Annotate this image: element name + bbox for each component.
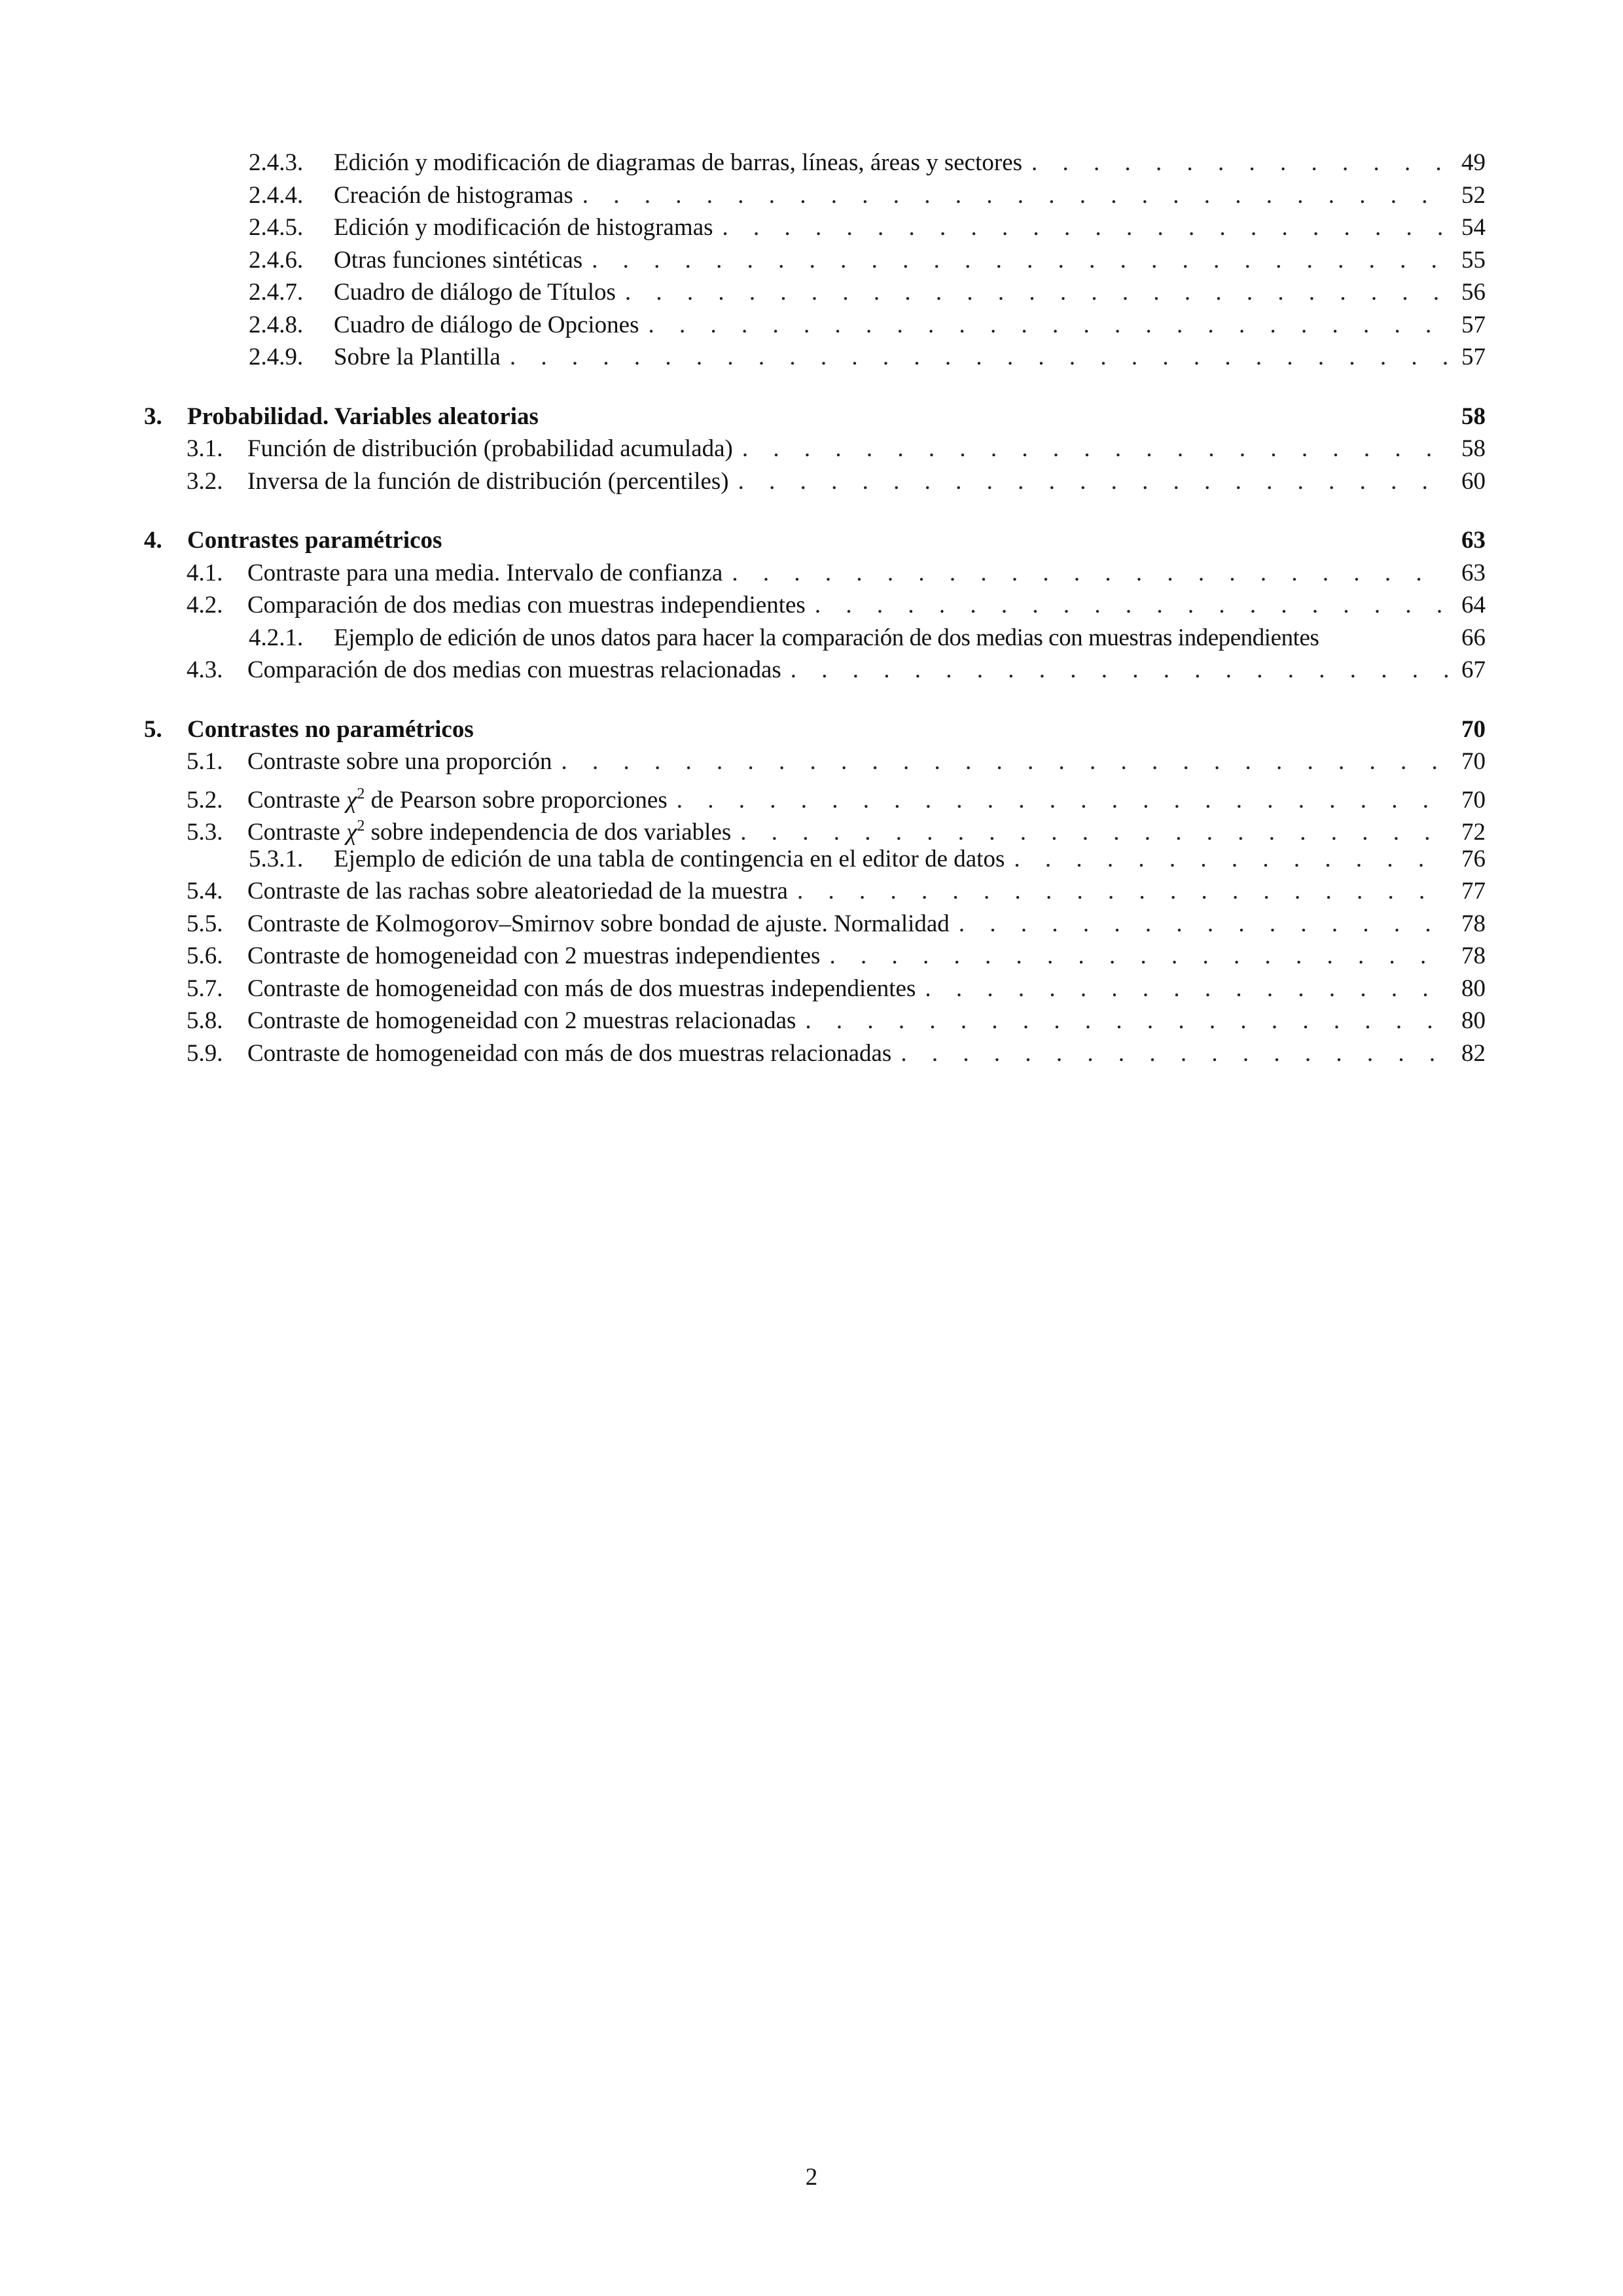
toc-entry-title: Ejemplo de edición de una tabla de contingencia en el editor de datos xyxy=(334,845,1005,872)
toc-entry[interactable] xyxy=(144,211,1486,244)
toc-entry-page: 78 xyxy=(1461,910,1486,937)
toc-entry-number: 4.3. xyxy=(187,656,223,683)
toc-entry-title: Ejemplo de edición de unos datos para hacer la comparación de dos medias con muestras independientes xyxy=(334,624,1319,651)
toc-entry-title: Cuadro de diálogo de Títulos xyxy=(334,279,616,306)
toc-entry-page: 66 xyxy=(1461,624,1486,651)
toc-chapter[interactable] xyxy=(144,524,1486,557)
leader-dots xyxy=(732,557,1448,590)
toc-entry-title: Función de distribución (probabilidad acumulada) xyxy=(247,435,733,462)
toc-entry-page: 67 xyxy=(1461,656,1486,683)
toc-entry-title: Otras funciones sintéticas xyxy=(334,246,583,274)
toc-entry-page: 70 xyxy=(1461,786,1486,814)
toc-entry[interactable] xyxy=(144,875,1486,908)
toc-chapter-title: Probabilidad. Variables aleatorias xyxy=(187,403,539,430)
toc-chapter-number: 4. xyxy=(144,527,162,554)
toc-entry[interactable] xyxy=(144,1037,1486,1070)
toc-entry-number: 4.2.1. xyxy=(249,624,304,651)
toc-entry-title: Contraste de homogeneidad con 2 muestras relacionadas xyxy=(247,1007,796,1034)
toc-entry-number: 2.4.7. xyxy=(249,279,304,306)
toc-entry-page: 80 xyxy=(1461,975,1486,1002)
toc-entry-number: 4.2. xyxy=(187,592,223,619)
toc-entry-page: 54 xyxy=(1461,214,1486,241)
leader-dots xyxy=(901,1037,1448,1070)
superscript: 2 xyxy=(357,785,365,802)
toc-entry[interactable] xyxy=(144,589,1486,622)
leader-dots xyxy=(742,433,1448,465)
toc-entry[interactable] xyxy=(144,778,1486,814)
toc-entry[interactable] xyxy=(144,843,1486,876)
superscript: 2 xyxy=(357,817,365,834)
toc-entry-title: Contraste $\chi^2$ de Pearson sobre proporciones xyxy=(247,785,668,814)
toc-entry-number: 5.4. xyxy=(187,878,223,905)
toc-entry-page: 52 xyxy=(1461,181,1486,209)
toc-entry-page: 60 xyxy=(1461,467,1486,495)
toc-entry-title: Cuadro de diálogo de Opciones xyxy=(334,311,639,338)
chi-symbol: χ xyxy=(346,819,357,846)
toc-entry-number: 2.4.9. xyxy=(249,344,304,370)
toc-entry-title: Creación de histogramas xyxy=(334,181,573,209)
leader-dots xyxy=(677,784,1448,817)
toc-entry[interactable] xyxy=(144,179,1486,212)
toc-entry-number: 5.6. xyxy=(187,942,223,969)
leader-dots xyxy=(959,908,1448,941)
toc-entry-number: 5.3. xyxy=(187,819,223,846)
toc-entry-page: 78 xyxy=(1461,942,1486,969)
toc-entry-number: 5.7. xyxy=(187,975,223,1002)
toc-entry[interactable] xyxy=(144,465,1486,498)
toc-entry-title: Contraste para una media. Intervalo de confianza xyxy=(247,559,723,586)
leader-dots xyxy=(925,973,1448,1005)
toc-entry-number: 5.1. xyxy=(187,748,223,775)
toc-entry-page: 77 xyxy=(1461,878,1486,905)
toc-entry-number: 5.8. xyxy=(187,1007,223,1034)
leader-dots xyxy=(582,179,1448,212)
toc-entry-title: Contraste de homogeneidad con 2 muestras independientes xyxy=(247,942,821,969)
toc-entry[interactable] xyxy=(144,1005,1486,1037)
toc-entry-number: 5.2. xyxy=(187,786,223,814)
toc-entry[interactable] xyxy=(144,908,1486,941)
toc-entry-page: 76 xyxy=(1461,845,1486,872)
toc-entry-title: Contraste de Kolmogorov–Smirnov sobre bondad de ajuste. Normalidad xyxy=(247,910,950,937)
toc-entry-number: 2.4.6. xyxy=(249,246,304,274)
chi-symbol: χ xyxy=(346,786,357,814)
toc-chapter-page: 63 xyxy=(1461,527,1486,554)
toc-chapter-page: 70 xyxy=(1461,715,1486,743)
leader-dots xyxy=(561,745,1448,778)
toc-entry-title: Edición y modificación de diagramas de barras, líneas, áreas y sectores xyxy=(334,149,1023,176)
leader-dots xyxy=(738,465,1448,498)
toc-chapter[interactable] xyxy=(144,713,1486,746)
toc-entry-page: 80 xyxy=(1461,1007,1486,1034)
toc-entry-title: Contraste sobre una proporción xyxy=(247,748,552,775)
toc-chapter-number: 3. xyxy=(144,403,162,430)
leader-dots xyxy=(649,309,1448,342)
toc-entry-title: Contraste de homogeneidad con más de dos muestras relacionadas xyxy=(247,1039,892,1067)
toc-entry-page: 64 xyxy=(1461,592,1486,619)
toc-chapter-page: 58 xyxy=(1461,403,1486,430)
toc-entry-number: 5.9. xyxy=(187,1039,223,1067)
toc-entry-page: 70 xyxy=(1461,748,1486,775)
toc-entry-page: 58 xyxy=(1461,435,1486,462)
toc-entry-title: Contraste $\chi^2$ sobre independencia de dos variables xyxy=(247,817,732,846)
table-of-contents xyxy=(144,147,1486,1069)
toc-entry[interactable] xyxy=(144,654,1486,687)
toc-entry[interactable] xyxy=(144,745,1486,778)
leader-dots xyxy=(791,654,1448,687)
toc-entry-number: 4.1. xyxy=(187,559,223,586)
leader-dots xyxy=(625,276,1448,309)
toc-entry[interactable] xyxy=(144,622,1486,655)
toc-entry[interactable] xyxy=(144,433,1486,465)
toc-entry-title: Comparación de dos medias con muestras relacionadas xyxy=(247,656,781,683)
toc-entry-number: 2.4.4. xyxy=(249,181,304,209)
leader-dots xyxy=(815,589,1448,622)
toc-entry[interactable] xyxy=(144,276,1486,309)
toc-chapter-title: Contrastes paramétricos xyxy=(187,527,442,554)
toc-entry[interactable] xyxy=(144,309,1486,342)
toc-entry-number: 3.1. xyxy=(187,435,223,462)
toc-entry[interactable] xyxy=(144,147,1486,179)
leader-dots xyxy=(805,1005,1448,1037)
toc-chapter-number: 5. xyxy=(144,715,162,743)
toc-entry-number: 3.2. xyxy=(187,467,223,495)
toc-entry-title: Comparación de dos medias con muestras independientes xyxy=(247,592,806,619)
toc-entry-page: 56 xyxy=(1461,279,1486,306)
toc-entry[interactable] xyxy=(144,244,1486,277)
toc-entry-title: Inversa de la función de distribución (percentiles) xyxy=(247,467,729,495)
toc-entry-title: Edición y modificación de histogramas xyxy=(334,214,713,241)
toc-entry[interactable] xyxy=(144,557,1486,590)
toc-chapter[interactable] xyxy=(144,401,1486,433)
toc-entry[interactable] xyxy=(144,940,1486,973)
toc-entry[interactable] xyxy=(144,973,1486,1005)
toc-entry-page: 57 xyxy=(1461,344,1486,370)
leader-dots xyxy=(829,940,1448,973)
leader-dots xyxy=(1031,147,1448,179)
toc-entry-number: 2.4.3. xyxy=(249,149,304,176)
toc-entry-page: 55 xyxy=(1461,246,1486,274)
toc-entry-number: 2.4.5. xyxy=(249,214,304,241)
toc-entry-title: Contraste de las rachas sobre aleatoriedad de la muestra xyxy=(247,878,788,905)
toc-entry-number: 5.3.1. xyxy=(249,845,304,872)
toc-entry-title: Sobre la Plantilla xyxy=(334,344,501,370)
toc-entry-page: 82 xyxy=(1461,1039,1486,1067)
leader-dots xyxy=(1014,843,1448,876)
toc-entry-page: 63 xyxy=(1461,559,1486,586)
leader-dots xyxy=(592,244,1448,277)
leader-dots xyxy=(722,211,1448,244)
toc-chapter-title: Contrastes no paramétricos xyxy=(187,715,474,743)
leader-dots xyxy=(797,875,1448,908)
toc-entry-page: 72 xyxy=(1461,819,1486,846)
toc-entry[interactable] xyxy=(144,341,1486,374)
toc-entry-number: 5.5. xyxy=(187,910,223,937)
leader-dots xyxy=(510,341,1448,374)
page-number: 2 xyxy=(805,2164,818,2191)
toc-entry-title: Contraste de homogeneidad con más de dos muestras independientes xyxy=(247,975,916,1002)
toc-entry-number: 2.4.8. xyxy=(249,311,304,338)
toc-entry-page: 49 xyxy=(1461,149,1486,176)
toc-entry-page: 57 xyxy=(1461,311,1486,338)
